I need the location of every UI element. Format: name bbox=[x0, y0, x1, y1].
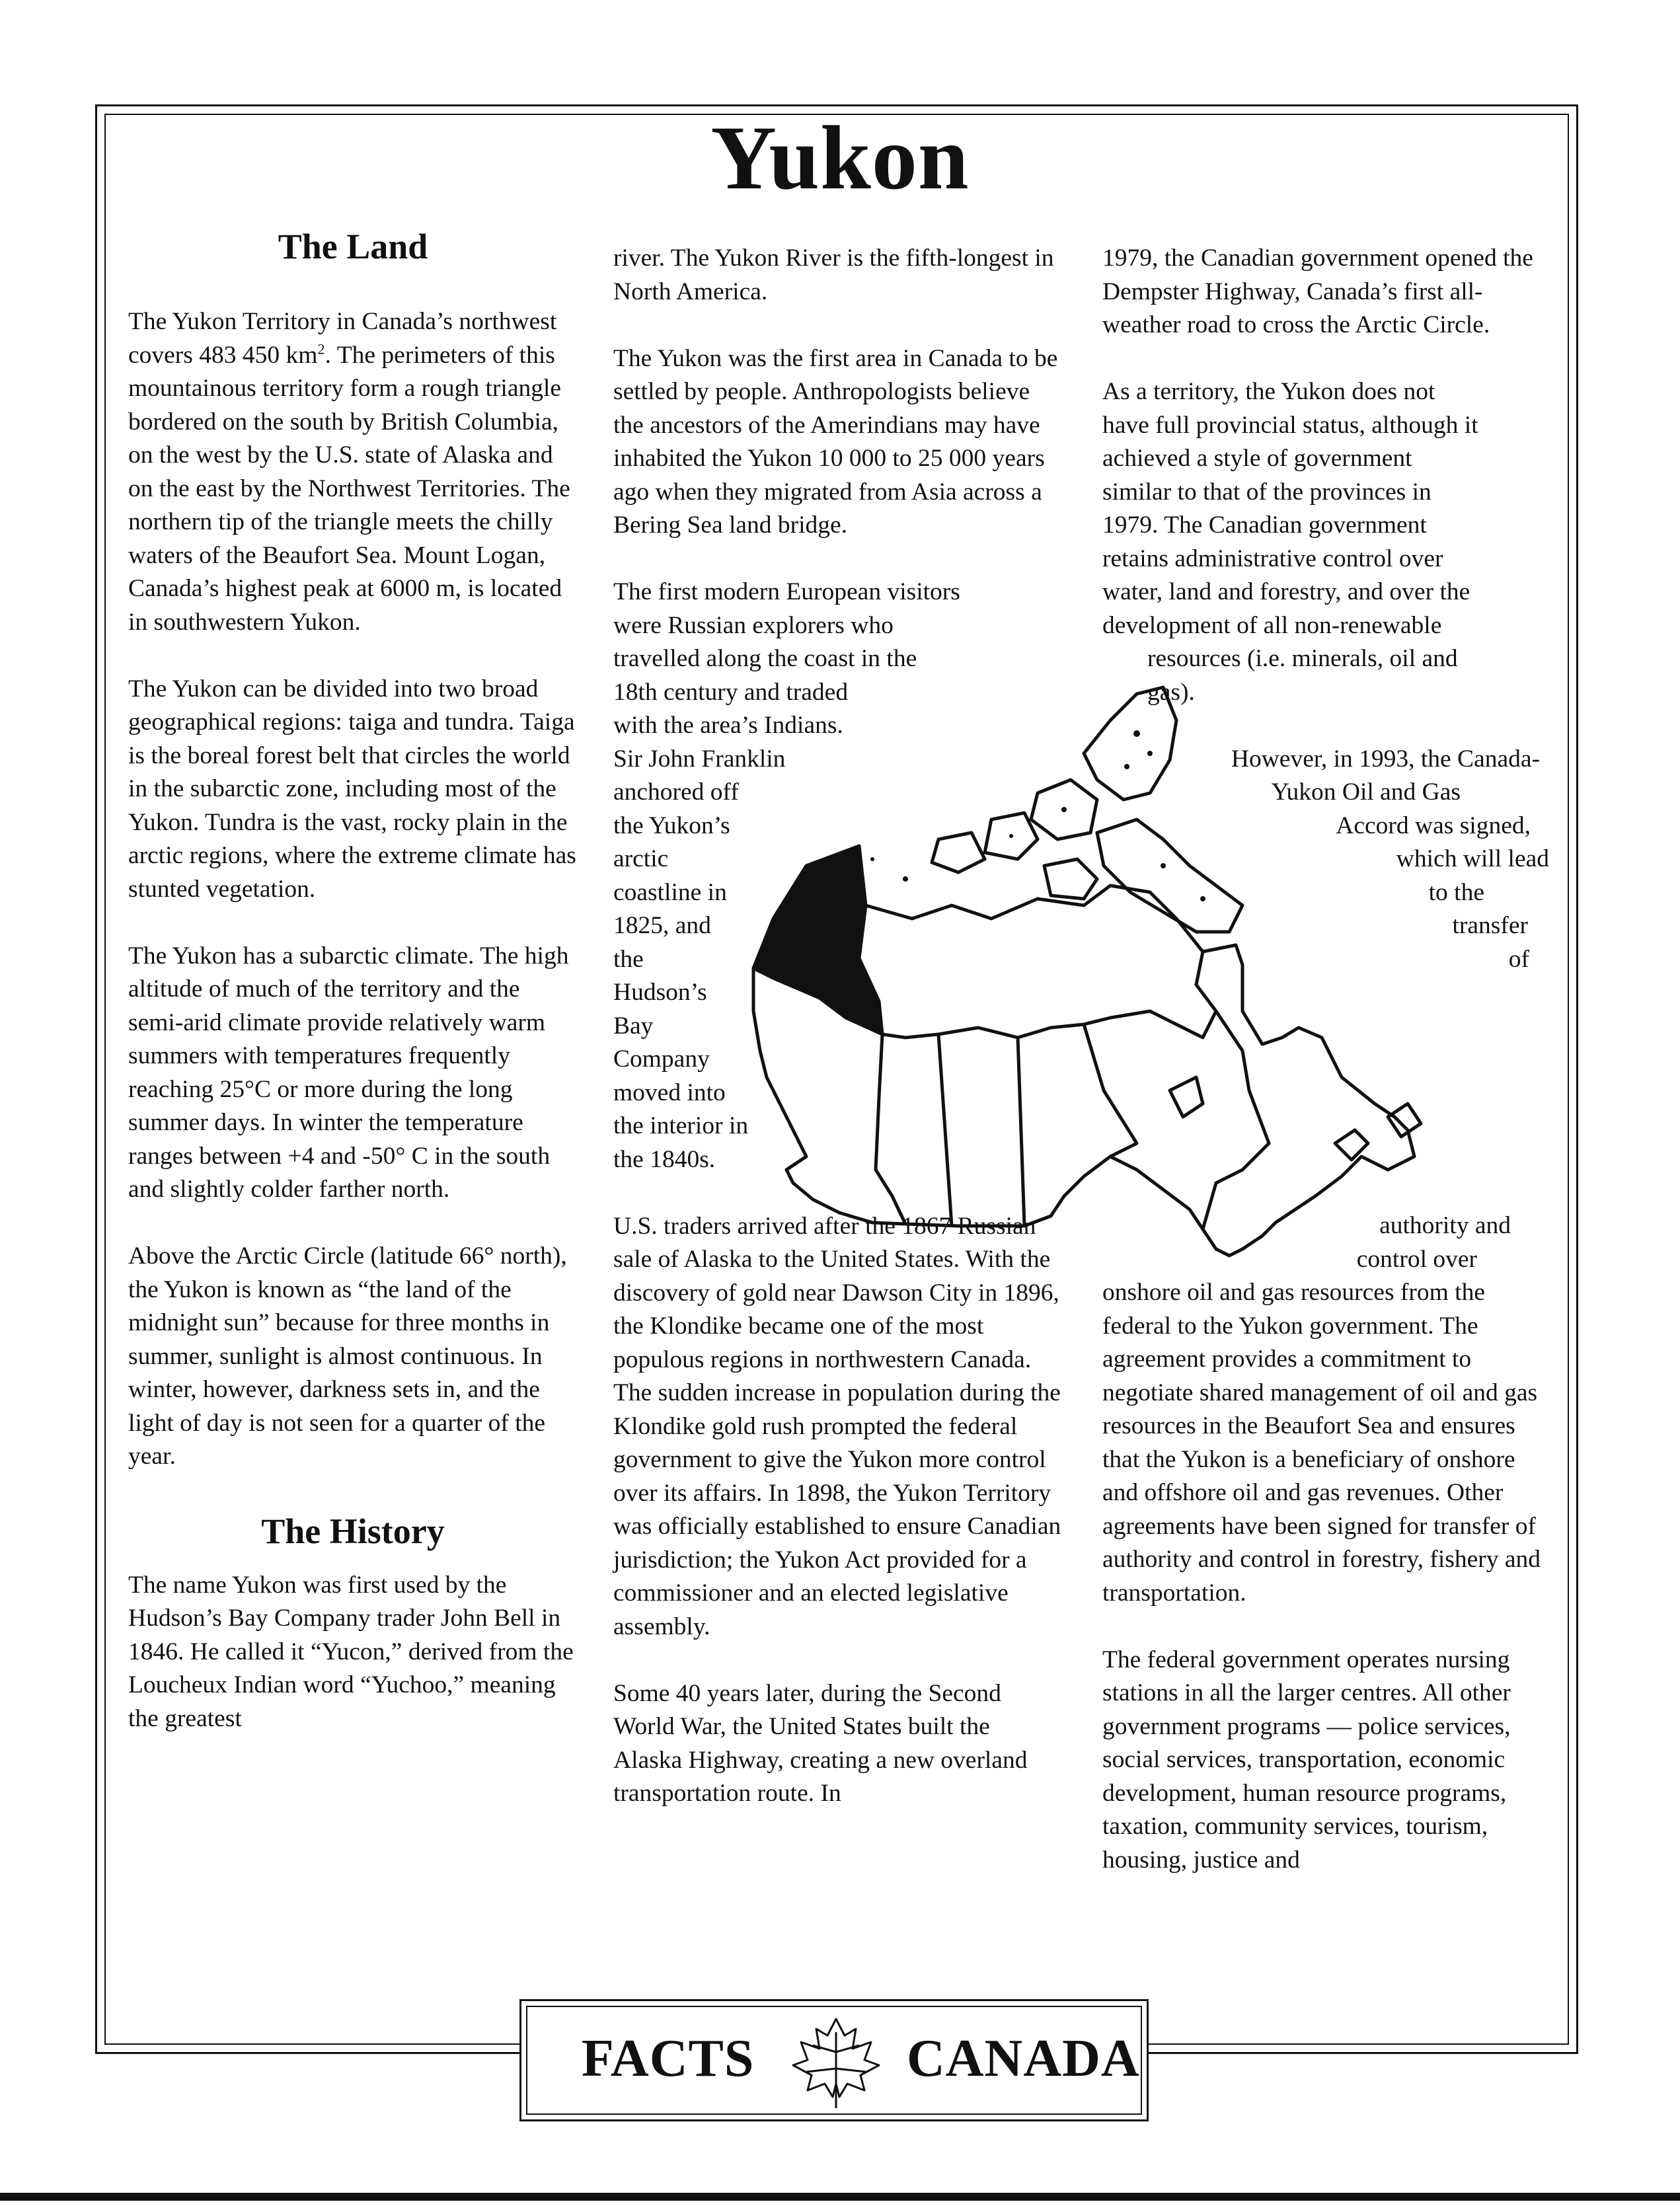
middle-paragraph-5: Some 40 years later, during the Second World War, the United States built the Alaska Highway, creating a new overland transportation route. In bbox=[613, 1679, 1028, 1807]
bottom-scan-edge bbox=[0, 2193, 1680, 2201]
middle-paragraph-4: U.S. traders arrived after the 1867 Russian sale of Alaska to the United States. With the discovery of gold near Dawson City in 1896, the Klondike became one of the most populous regions in northwestern Canada. The sudden increase in population during the Klondike gold rush prompted the federal government to give the Yukon more control over its affairs. In 1898, the Yukon Territory was officially established to ensure Canadian jurisdiction; the Yukon Act provided for a commissioner and an elected legislative assembly. bbox=[613, 1212, 1061, 1640]
land-paragraph-1: The Yukon Territory in Canada’s northwest covers 483 450 $km^2$. The perimeters of this mountainous territory form a rough triangle bordered on the south by British Columbia, on the west by the U.S. state of Alaska and on the east by the Northwest Territories. The northern tip of the triangle meets the chilly waters of the Beaufort Sea. Mount Logan, Canada’s highest peak at 6000 m, is located in southwestern Yukon. bbox=[128, 308, 570, 636]
footer-canada-label: CANADA bbox=[907, 2030, 1140, 2088]
heading-the-history: The History bbox=[261, 1511, 445, 1551]
land-paragraph-4: Above the Arctic Circle (latitude 66° north), the Yukon is known as “the land of the midnight sun” because for three months in summer, sunlight is almost continuous. In winter, however, darkness sets in, and the light of day is not seen for a quarter of the year. bbox=[128, 1242, 567, 1470]
heading-the-land: The Land bbox=[278, 227, 428, 266]
maple-leaf-icon bbox=[786, 2012, 886, 2111]
middle-paragraph-2: The Yukon was the first area in Canada to be settled by people. Anthropologists believe the ancestors of the Amerindians may have inhabited the Yukon 10 000 to 25 000 years ago when they migrated from Asia across a Bering Sea land bridge. bbox=[613, 344, 1058, 539]
right-paragraph-1: 1979, the Canadian government opened the Dempster Highway, Canada’s first all-weather road to cross the Arctic Circle. bbox=[1102, 245, 1533, 338]
right-paragraph-2: As a territory, the Yukon does not have full provincial status, although it achieved a style of government similar to that of the provinces in 1979. The Canadian government retains administrative control over water, land and forestry, and over the development of all non-renewable resources (i.e. minerals, oil and gas). bbox=[1102, 378, 1478, 706]
page-title: Yukon bbox=[710, 107, 970, 208]
middle-paragraph-3: The first modern European visitors were Russian explorers who travelled along the coast in the 18th century and traded with the area’s Indians. Sir John Franklin anchored off the Yukon’s arctic coastline in 1825, and the Hudson’s Bay Company moved into the interior in the 1840s. bbox=[613, 578, 960, 1173]
canada-map-icon bbox=[740, 667, 1520, 1289]
history-paragraph-1: The name Yukon was first used by the Hudson’s Bay Company trader John Bell in 1846. He called it “Yucon,” derived from the Loucheux Indian word “Yuchoo,” meaning the greatest bbox=[128, 1571, 574, 1732]
footer-facts-label: FACTS bbox=[582, 2030, 755, 2088]
right-paragraph-4: The federal government operates nursing stations in all the larger centres. All other government programs — police services, social services, transportation, economic development, human resource programs, taxation, community services, tourism, housing, justice and bbox=[1102, 1646, 1511, 1874]
land-paragraph-2: The Yukon can be divided into two broad geographical regions: taiga and tundra. Taiga is the boreal forest belt that circles the world in the subarctic zone, including most of the Yukon. Tundra is the vast, rocky plain in the arctic regions, where the extreme climate has stunted vegetation. bbox=[128, 675, 576, 903]
land-paragraph-3: The Yukon has a subarctic climate. The high altitude of much of the territory and the semi-arid climate provide relatively warm summers with temperatures frequently reaching 25°C or more during the long summer days. In winter the temperature ranges between +4 and -50° C in the south and slightly colder farther north. bbox=[128, 942, 569, 1203]
right-paragraph-3: However, in 1993, the Canada- Yukon Oil and Gas Accord was signed, which will lead to the transfer of authority and control over onshore oil and gas resources from the federal to the Yukon government. The agreement provides a commitment to negotiate shared management of oil and gas resources in the Beaufort Sea and ensures that the Yukon is a beneficiary of onshore and offshore oil and gas revenues. Other agreements have been signed for transfer of authority and control in forestry, fishery and transportation. bbox=[1102, 745, 1549, 1607]
middle-paragraph-1: river. The Yukon River is the fifth-longest in North America. bbox=[613, 245, 1054, 305]
column-left bbox=[128, 229, 578, 1735]
